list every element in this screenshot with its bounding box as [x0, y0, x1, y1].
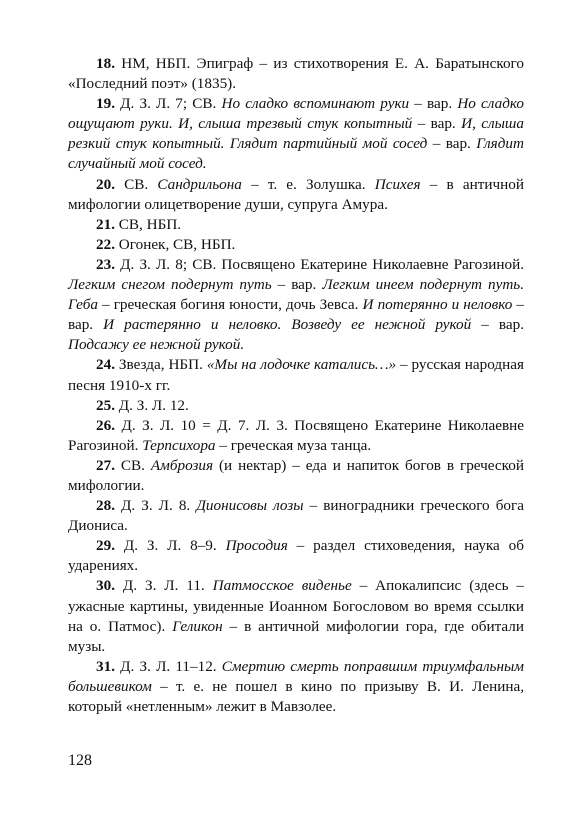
note-number: 23. — [96, 255, 115, 273]
note-text: (и нектар) – еда и напиток богов в греческой мифологии. — [68, 456, 524, 494]
note-number: 20. — [96, 175, 115, 193]
note-item — [68, 496, 524, 536]
note-item — [68, 255, 524, 355]
note-item — [68, 54, 524, 94]
note-number: 18. — [96, 55, 115, 72]
note-item — [68, 175, 524, 215]
note-italic-text: Но сладко ощущают руки. И, слыша трезвый стук копытный — [68, 95, 524, 133]
note-text: Д. З. Л. 8; СВ. Посвящено Екатерине Николаевне Рагозиной. — [114, 255, 524, 273]
note-text: – вар. — [271, 276, 323, 294]
note-text: Д. З. Л. 12. — [114, 396, 189, 414]
note-item — [68, 576, 524, 656]
note-text: – виноградники греческого бога Диониса. — [68, 497, 524, 535]
note-text: Огонек, СВ, НБП. — [114, 235, 236, 253]
page-number: 128 — [68, 752, 92, 769]
note-text: Д. З. Л. 10 = Д. 7. Л. 3. Посвящено Екатерине Николаевне Рагозиной. — [68, 416, 524, 454]
note-italic-text: Сандрильона — [157, 175, 242, 193]
note-italic-text: Дионисовы лозы — [196, 497, 304, 515]
note-text: Д. З. Л. 11–12. — [114, 657, 222, 675]
note-text: Д. З. Л. 7; СВ. — [114, 95, 222, 113]
note-number: 19. — [96, 95, 115, 113]
note-text: – греческая муза танца. — [215, 436, 372, 454]
note-italic-text: Подсажу ее нежной рукой. — [68, 336, 245, 354]
note-text: – раздел стиховедения, наука об ударениях. — [68, 537, 524, 575]
note-text: НМ, НБП. Эпиграф – из стихотворения Е. А. Баратынского «Последний поэт» (1835). — [68, 55, 524, 93]
note-italic-text: Терпсихора — [142, 436, 216, 454]
note-italic-text: Просодия — [225, 537, 288, 555]
note-number: 28. — [96, 497, 115, 515]
note-text: Д. З. Л. 11. — [114, 577, 213, 595]
note-item — [68, 456, 524, 496]
note-text: – вар. — [412, 115, 462, 133]
notes-list — [68, 54, 524, 717]
note-text: – русская народная песня 1910-х гг. — [68, 356, 525, 394]
note-item — [68, 396, 524, 416]
note-number: 31. — [96, 657, 115, 675]
note-text: СВ, НБП. — [114, 215, 182, 233]
note-number: 25. — [96, 396, 115, 414]
note-italic-text: Патмосское виденье — [212, 577, 352, 595]
note-italic-text: Смертию смерть поправшим триумфальным большевиком — [68, 657, 524, 695]
note-number: 22. — [96, 235, 115, 253]
note-number: 29. — [96, 537, 115, 555]
note-number: 24. — [96, 356, 115, 374]
note-item — [68, 235, 524, 255]
note-text: – т. е. Золушка. — [241, 175, 375, 193]
note-item — [68, 355, 524, 395]
note-text: Д. З. Л. 8. — [114, 497, 197, 515]
note-text: СВ. — [114, 456, 151, 474]
note-number: 30. — [96, 577, 115, 595]
note-item — [68, 657, 524, 717]
note-number: 26. — [96, 416, 115, 434]
note-text: – Апокалипсис (здесь – ужасные картины, увиденные Иоанном Богословом во время ссылки на о. Патмос). — [68, 577, 524, 635]
note-text: СВ. — [114, 175, 158, 193]
note-text: – вар. — [471, 316, 524, 334]
note-item — [68, 536, 524, 576]
note-item — [68, 416, 524, 456]
note-italic-text: И потерянно и неловко — [362, 296, 513, 314]
note-text: – вар. — [427, 135, 477, 153]
note-item — [68, 94, 524, 174]
note-item — [68, 215, 524, 235]
note-italic-text: Но сладко вспоминают руки — [221, 95, 410, 113]
note-number: 21. — [96, 215, 115, 233]
note-text: Звезда, НБП. — [114, 356, 207, 374]
note-italic-text: Геликон — [172, 617, 223, 635]
note-text: – в античной мифологии олицетворение души, супруга Амура. — [68, 175, 524, 213]
note-text: – т. е. не пошел в кино по призыву В. И. Ленина, который «нетленным» лежит в Мавзолее. — [68, 677, 524, 715]
note-text: – вар. — [68, 296, 524, 334]
note-number: 27. — [96, 456, 115, 474]
note-italic-text: Психея — [374, 175, 421, 193]
note-text: – вар. — [409, 95, 458, 113]
note-text: – греческая богиня юности, дочь Зевса. — [97, 296, 363, 314]
note-italic-text: Амброзия — [150, 456, 214, 474]
note-italic-text: Легким снегом подернут путь — [68, 276, 272, 294]
note-italic-text: Глядит случайный мой сосед. — [68, 135, 524, 173]
note-italic-text: И, слыша резкий стук копытный. Глядит партийный мой сосед — [68, 115, 524, 153]
note-italic-text: Легким инеем подернут путь. Геба — [68, 276, 525, 314]
note-italic-text: «Мы на лодочке катались…» — [206, 356, 397, 374]
note-text: Д. З. Л. 8–9. — [114, 537, 226, 555]
note-italic-text: И растерянно и неловко. Возведу ее нежной рукой — [103, 316, 472, 334]
note-text: – в античной мифологии гора, где обитали музы. — [68, 617, 525, 655]
